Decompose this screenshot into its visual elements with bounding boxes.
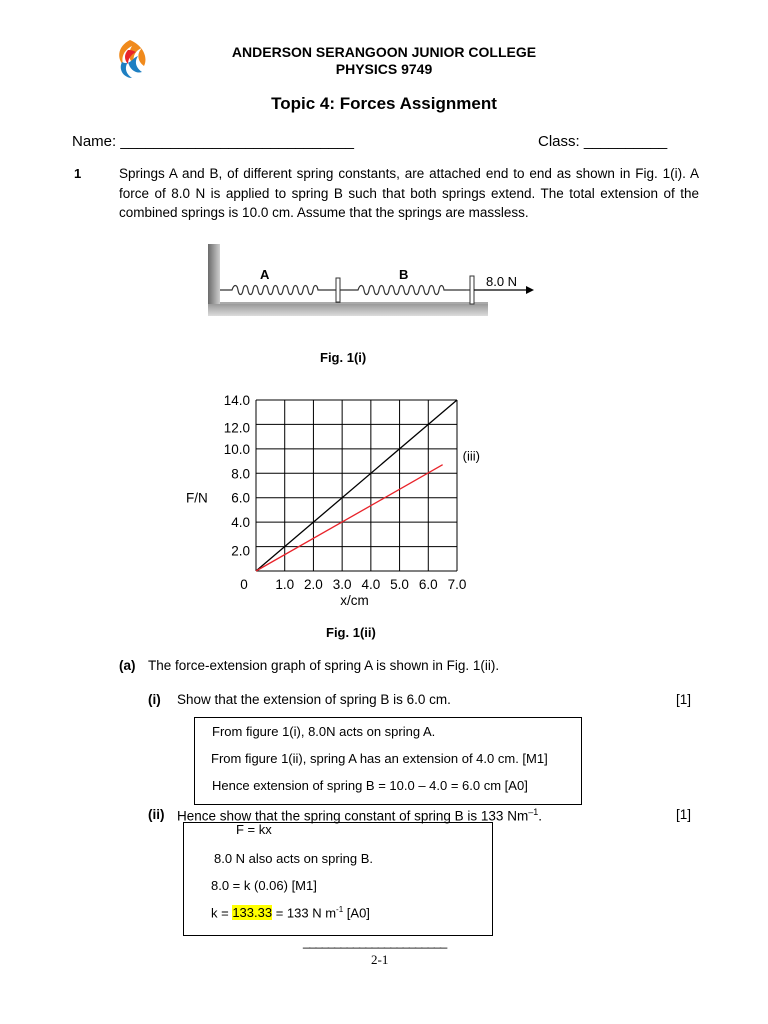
force-extension-graph — [170, 390, 500, 612]
part-a-text: The force-extension graph of spring A is shown in Fig. 1(ii). — [148, 658, 500, 673]
x-tick-label: 1.0 — [275, 577, 295, 592]
x-tick-label: 7.0 — [447, 577, 467, 592]
page-title: Topic 4: Forces Assignment — [271, 94, 497, 113]
x-tick-label: 5.0 — [390, 577, 409, 592]
school-name: ANDERSON SERANGOON JUNIOR COLLEGE — [231, 44, 537, 60]
answer-box-ii — [183, 822, 493, 936]
name-field-label: Name: ____________________________ — [72, 133, 354, 150]
x-tick-label: 6.0 — [418, 577, 438, 592]
spring-diagram — [208, 244, 538, 320]
figure-caption-1ii: Fig. 1(ii) — [326, 625, 376, 640]
series-label: (iii) — [462, 448, 480, 464]
y-axis-label: F/N — [186, 490, 208, 506]
answer-ii-formula: F = kx — [236, 822, 272, 837]
series-line-red — [256, 465, 443, 571]
part-a-i-marks: [1] — [676, 692, 692, 707]
spring-b-label: B — [399, 267, 409, 282]
answer-ii-line-1: 8.0 N also acts on spring B. — [214, 851, 373, 866]
y-tick-label: 2.0 — [231, 543, 250, 559]
part-a-label: (a) — [119, 658, 136, 673]
x-tick-label: 2.0 — [304, 577, 323, 592]
y-tick-label: 14.0 — [223, 393, 250, 408]
y-tick-label: 4.0 — [231, 515, 250, 531]
x-tick-label: 0 — [240, 577, 248, 592]
x-tick-label: 4.0 — [361, 577, 381, 592]
part-a-ii-text: Hence show that the spring constant of spring B is 133 $Nm^{-1}$. — [177, 807, 542, 824]
subject-code: PHYSICS 9749 — [335, 61, 433, 77]
answer-ii-line-2: 8.0 = k (0.06) [M1] — [211, 878, 317, 893]
y-tick-label: 6.0 — [231, 490, 250, 506]
footer-rule: _______________________ — [303, 934, 447, 949]
floor — [208, 304, 488, 316]
chart-series — [256, 400, 457, 571]
x-tick-label: 3.0 — [332, 577, 352, 592]
spring-a — [220, 286, 336, 295]
chart-labels — [186, 393, 480, 608]
answer-i-line-3: Hence extension of spring B = 10.0 – 4.0 = 6.0 cm [A0] — [212, 778, 528, 793]
question-number: 1 — [74, 166, 82, 181]
y-tick-label: 10.0 — [223, 441, 250, 457]
y-tick-label: 8.0 — [231, 466, 250, 482]
part-a-ii-marks: [1] — [676, 807, 692, 822]
spring-b — [340, 286, 466, 295]
wall — [208, 244, 220, 312]
answer-ii-line-3: k = 133.33 = 133 N $m^{-1}$ [A0] — [211, 905, 370, 921]
part-a-i-text: Show that the extension of spring B is 6.0 cm. — [177, 692, 451, 707]
x-axis-label: x/cm — [340, 593, 369, 608]
part-a-i-label: (i) — [148, 692, 161, 707]
force-label: 8.0 N — [486, 274, 518, 289]
figure-caption-1i: Fig. 1(i) — [320, 350, 367, 365]
class-field-label: Class: __________ — [538, 133, 668, 150]
answer-i-line-1: From figure 1(i), 8.0N acts on spring A. — [212, 724, 436, 739]
school-header — [0, 44, 768, 78]
highlighted-value: 133.33 — [232, 905, 273, 921]
part-a-ii-label: (ii) — [148, 807, 165, 822]
question-text: Springs A and B, of different spring constants, are attached end to end as shown in Fig. 1(i). A force of 8.0 N is applied to spring B such that both springs extend. The total extension of the combined springs is 10.0 cm. Assume that the springs are massless. — [119, 166, 699, 220]
series-line-black — [256, 400, 457, 571]
spring-a-label: A — [260, 267, 270, 282]
page-number: 2-1 — [371, 952, 389, 967]
y-tick-label: 12.0 — [223, 420, 250, 436]
answer-box-i — [194, 717, 582, 805]
answer-i-line-2: From figure 1(ii), spring A has an extension of 4.0 cm. [M1] — [211, 751, 548, 766]
